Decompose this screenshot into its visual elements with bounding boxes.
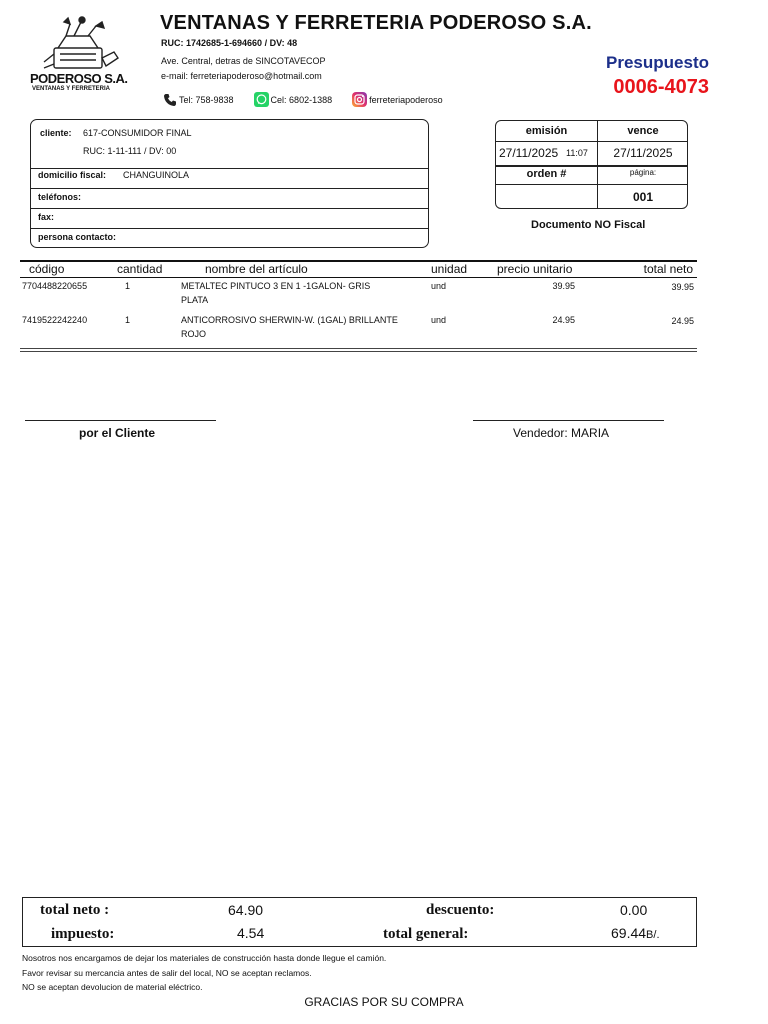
item-total: 39.95: [671, 282, 694, 292]
whatsapp-icon: [254, 92, 269, 107]
total-general-amount: 69.44: [611, 925, 647, 941]
cliente-ruc: RUC: 1-11-111 / DV: 00: [83, 146, 177, 156]
vendor-signature-label: Vendedor: MARIA: [513, 426, 610, 440]
header-precio: precio unitario: [497, 262, 573, 276]
company-logo: [30, 14, 130, 98]
hardware-tools-icon: [30, 14, 130, 76]
item-name-line2: PLATA: [181, 295, 209, 305]
orden-label: orden #: [526, 168, 567, 180]
fax-label: fax:: [38, 212, 55, 222]
emision-date: 27/11/2025: [499, 146, 559, 160]
company-email: e-mail: ferreteriapoderoso@hotmail.com: [161, 71, 322, 81]
item-price: 39.95: [552, 281, 575, 291]
item-code: 7704488220655: [22, 281, 88, 291]
document-number: 0006-4073: [613, 76, 709, 98]
logo-subtext: VENTANAS Y FERRETERIA: [32, 86, 111, 92]
phone-icon: [163, 93, 177, 107]
total-general-value: [611, 925, 660, 941]
company-address: Ave. Central, detras de SINCOTAVECOP: [161, 56, 326, 66]
client-row: [31, 120, 428, 169]
domicilio-label: domicilio fiscal:: [38, 170, 107, 180]
company-ruc: RUC: 1742685-1-694660 / DV: 48: [161, 38, 298, 48]
company-cel: Cel: 6802-1388: [270, 94, 333, 105]
item-name: [181, 315, 431, 339]
fax-row: [31, 208, 428, 229]
descuento-value: 0.00: [620, 902, 648, 918]
total-neto-label: total neto :: [40, 902, 110, 918]
telefonos-row: [31, 188, 428, 209]
item-name-line1: METALTEC PINTUCO 3 EN 1 -1GALON- GRIS: [181, 281, 371, 291]
domicilio-row: [31, 168, 428, 189]
contacto-row: [31, 228, 428, 248]
pagina-value: 001: [632, 190, 654, 204]
item-qty: 1: [125, 281, 131, 291]
document-title: Presupuesto: [606, 53, 709, 72]
header-nombre: nombre del artículo: [205, 262, 308, 276]
telefonos-label: teléfonos:: [38, 192, 82, 202]
vence-date: 27/11/2025: [613, 146, 673, 160]
table-row: [20, 315, 697, 345]
client-box: [30, 119, 429, 248]
vence-label: vence: [627, 125, 659, 137]
item-code: 7419522242240: [22, 315, 88, 325]
items-header: [20, 262, 697, 276]
pagina-label: página:: [629, 168, 657, 177]
thanks-footer: GRACIAS POR SU COMPRA: [304, 995, 464, 1009]
logo-text: PODEROSO S.A.: [30, 71, 128, 86]
instagram-icon: [352, 92, 367, 107]
emision-time: 11:07: [566, 148, 588, 158]
item-unit: und: [431, 315, 447, 325]
note-line: Favor revisar su mercancia antes de salir del local, NO se aceptan reclamos.: [22, 967, 312, 978]
impuesto-value: 4.54: [237, 925, 265, 941]
item-qty: 1: [125, 315, 131, 325]
domicilio-value: CHANGUINOLA: [123, 170, 190, 180]
client-signature-label: por el Cliente: [79, 426, 156, 440]
descuento-label: descuento:: [426, 902, 495, 918]
cliente-value: 617-CONSUMIDOR FINAL: [83, 128, 192, 138]
company-name: VENTANAS Y FERRETERIA PODEROSO S.A.: [160, 12, 592, 34]
notes: [22, 951, 386, 995]
dates-box: [495, 120, 688, 209]
note-line: NO se aceptan devolucion de material eléctrico.: [22, 982, 203, 992]
item-total: 24.95: [671, 316, 694, 326]
header-codigo: código: [29, 262, 65, 276]
vendor-signature-line: [473, 420, 664, 421]
total-neto-value: 64.90: [228, 902, 264, 918]
cliente-label: cliente:: [40, 128, 72, 138]
note-line: Nosotros nos encargamos de dejar los materiales de construcción hasta donde llegue el camión.: [22, 953, 387, 963]
company-tel: Tel: 758-9838: [179, 94, 234, 105]
contacto-label: persona contacto:: [38, 232, 117, 242]
header-cantidad: cantidad: [117, 262, 163, 276]
item-name-line2: ROJO: [181, 329, 207, 339]
item-price: 24.95: [552, 315, 575, 325]
company-instagram: ferreteriapoderoso: [369, 94, 443, 105]
header-unidad: unidad: [431, 262, 468, 276]
item-name: [181, 281, 431, 305]
emision-label: emisión: [525, 125, 568, 137]
totals-box: [22, 897, 697, 947]
item-name-line1: ANTICORROSIVO SHERWIN-W. (1GAL) BRILLANTE: [181, 315, 398, 325]
document-nofiscal: Documento NO Fiscal: [531, 219, 646, 231]
impuesto-label: impuesto:: [51, 926, 115, 942]
table-row: [20, 281, 697, 311]
contact-row: [163, 92, 463, 107]
currency-label: B/.: [646, 929, 660, 941]
item-unit: und: [431, 281, 447, 291]
client-signature-line: [25, 420, 216, 421]
total-general-label: total general:: [383, 926, 469, 942]
header-total: total neto: [643, 262, 693, 276]
